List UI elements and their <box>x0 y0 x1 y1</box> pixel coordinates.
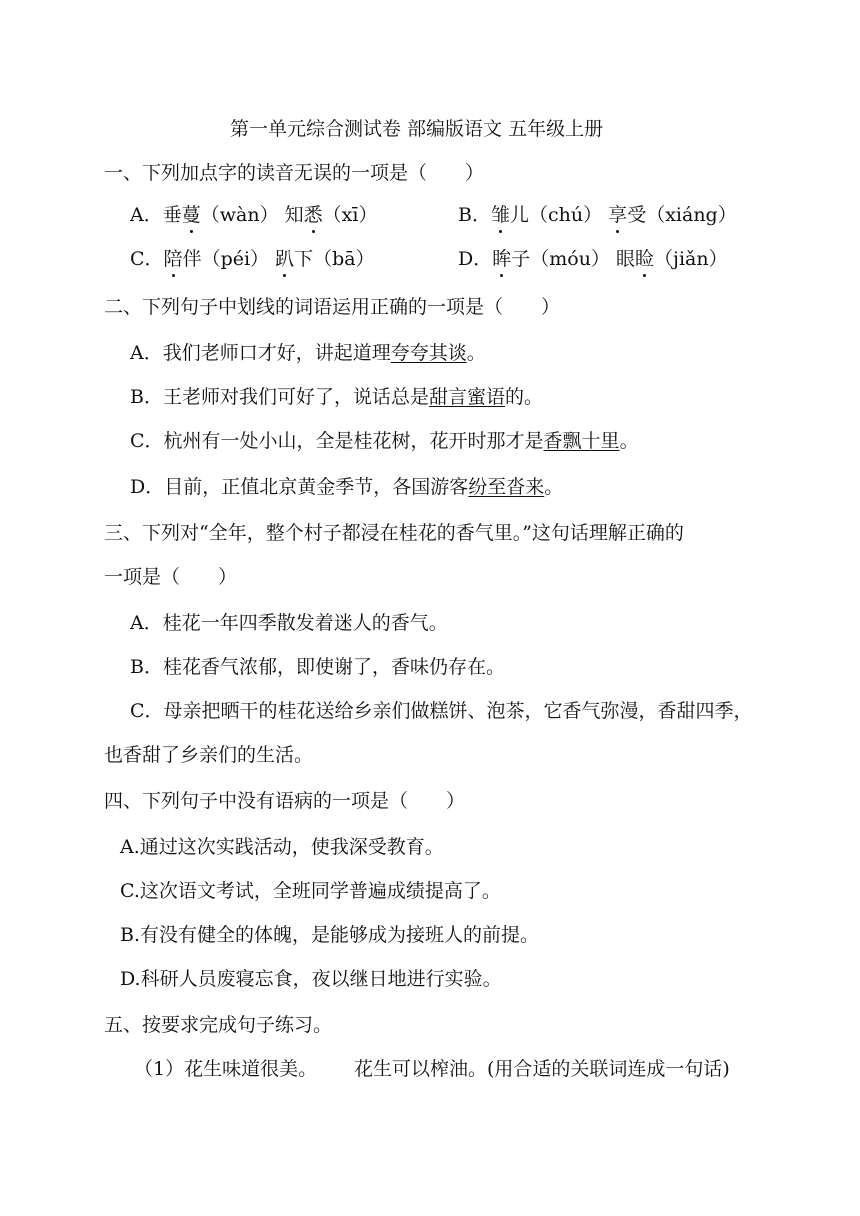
question-3-stem: 三、下列对“全年，整个村子都浸在桂花的香气里。”这句话理解正确的 <box>104 522 684 544</box>
question-4-stem: 四、下列句子中没有语病的一项是（ ） <box>104 790 466 812</box>
q4-option-b: B.有没有健全的体魄，是能够成为接班人的前提。 <box>120 924 540 946</box>
question-1-stem: 一、下列加点字的读音无误的一项是（ ） <box>104 162 485 184</box>
q3-option-c: C．母亲把晒干的桂花送给乡亲们做糕饼、泡茶，它香气弥漫，香甜四季， <box>130 700 753 722</box>
q2-option-a: A．我们老师口才好，讲起道理夸夸其谈。 <box>130 342 486 364</box>
question-5-stem: 五、按要求完成句子练习。 <box>104 1014 333 1036</box>
q5-item-1-part-b: 花生可以榨油。(用合适的关联词连成一句话) <box>354 1058 730 1080</box>
q2-option-b: B．王老师对我们可好了，说话总是甜言蜜语的。 <box>130 386 543 408</box>
q1-option-c: C．陪伴（péi） 趴下（bā） <box>130 248 375 270</box>
question-2-stem: 二、下列句子中划线的词语运用正确的一项是（ ） <box>104 296 561 318</box>
q4-option-d: D.科研人员废寝忘食，夜以继日地进行实验。 <box>120 968 502 990</box>
q1-option-a: A．垂蔓（wàn） 知悉（xī） <box>130 204 378 226</box>
q3-option-b: B．桂花香气浓郁，即使谢了，香味仍存在。 <box>130 656 505 678</box>
q3-option-c-cont: 也香甜了乡亲们的生活。 <box>104 744 314 766</box>
q2-option-c: C．杭州有一处小山，全是桂花树，花开时那才是香飘十里。 <box>130 430 639 452</box>
q4-option-a: A.通过这次实践活动，使我深受教育。 <box>120 836 444 858</box>
q4-option-c: C.这次语文考试，全班同学普遍成绩提高了。 <box>120 880 501 902</box>
q2-option-d: D．目前，正值北京黄金季节，各国游客纷至沓来。 <box>130 476 564 498</box>
q3-option-a: A．桂花一年四季散发着迷人的香气。 <box>130 612 448 634</box>
q1-option-b: B．雏儿（chú） 享受（xiáng） <box>458 204 737 226</box>
q5-item-1-part-a: （1）花生味道很美。 <box>134 1058 318 1080</box>
q1-option-d: D．眸子（móu） 眼睑（jiǎn） <box>458 248 728 270</box>
question-3-stem-cont: 一项是（ ） <box>104 566 238 588</box>
page-title: 第一单元综合测试卷 部编版语文 五年级上册 <box>230 118 604 140</box>
